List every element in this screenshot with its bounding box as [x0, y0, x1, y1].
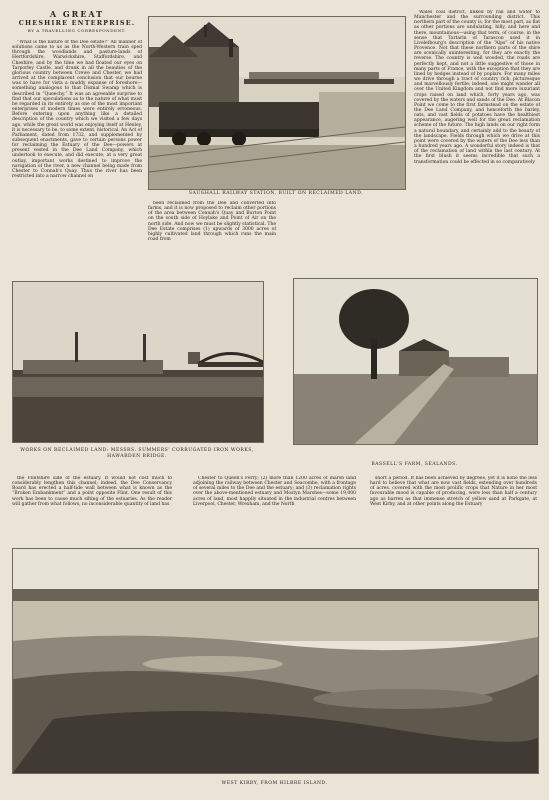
article-byline: BY A TRAVELLING CORRESPONDENT. [27, 28, 127, 33]
lower-column-2 [193, 476, 356, 522]
lower-column-1-text: the Flintshire side of the estuary. It would not cost much to considerably lengthen this channel; indeed, the Dee Conservancy Board has erected a half-tide wall between what is known as the “Broken Embankment” and a point opposite Flint. One result of this work has been to cause much silting of the estuaries. As the reader will gather from what follows, no inconsiderable quantity of land has [12, 476, 172, 507]
station-caption: SAUGHALL RAILWAY STATION, BUILT ON RECLAIMED LAND. [188, 191, 364, 196]
column-1 [12, 40, 142, 256]
article-header [12, 10, 142, 35]
works-illustration [12, 281, 264, 443]
works-caption-line1: WORKS ON RECLAIMED LAND: MESSRS. SUMMERS' CORRUGATED IRON WORKS, [20, 448, 254, 453]
lower-column-3 [370, 476, 537, 522]
lower-column-3-text: short a period. It has been achieved by degrees, yet it is none the less hard to believe that what are now vast fields, extending over hundreds of acres, covered with the most prolific crops that Nature in her most favourable mood is capable of producing, were less than half a century ago as barren as that immense stretch of yellow sand at Parkgate, at West Kirby, and at other points along the Estuary [370, 476, 537, 507]
works-caption [12, 448, 262, 460]
farm-illustration [293, 278, 538, 445]
column-3-text: Wales coal district, linked by rail and water to Manchester and the surrounding district. This northern part of the county is, for the most part, as flat as other portions are undulating, hilly, and here and there, mountainous—using that term, of course, in the sense that Tartarin of Tarascon used it in Livelefbourg's description of the “Alps” of his native Provence. Not that these northern parts of the shire are scenically uninteresting, for they are exactly the reverse. The country is well wooded, the roads are perfectly kept, and not a little suggestive of those in many parts of France, with the exception that they are lined by hedges instead of by poplars. For many miles we drive through a tract of country rich, picturesque and marvellously fertile; indeed, one might wander all over the United Kingdom and not find more luxuriant crops raised on land which, forty years ago, was covered by the waters and sands of the Dee. At Blacon Point we come to the first farmstead on the estate of the Dee Land Company, and henceforth the barley, oats, and vast fields of potatoes have the healthiest appearance, augering well for the great reclamation scheme of the future. The high lands on our right form a natural boundary, and certainly add to the beauty of the landscape. Fields through which we drive at this point were covered by the waters of the Dee less than a hundred years ago. A wonderful story indeed is that of the reclamation of land within the last century. At the first blush it seems incredible that such a transformation could be effected in so comparatively [414, 10, 540, 165]
column-2-lower-text: been reclaimed from the Dee and converted into farms, and it is now proposed to reclaim other portions of the area between Connah's Quay and Burton Point on the south side of Hoylake and Point of Air on the north side. And now we must be slightly statistical. The Dee Estate comprises (1) upwards of 3000 acres of highly cultivated land through which runs the main road from [148, 201, 276, 243]
farm-caption: BASSELL'S FARM, SEALANDS. [371, 462, 458, 467]
lower-column-1 [12, 476, 172, 522]
column-2-lower [148, 201, 276, 257]
west-kirby-illustration [12, 548, 539, 774]
article-title-line2: CHESHIRE ENTERPRISE. [18, 19, 136, 27]
station-illustration [148, 16, 406, 190]
column-3 [414, 10, 540, 257]
west-kirby-caption: WEST KIRBY, FROM HILBRE ISLAND. [221, 781, 328, 786]
article-title-line1: A GREAT [49, 9, 105, 19]
lower-column-2-text: Chester to Queen's Ferry; (2) more than 1200 acres of marsh land adjoining the railway between Chester and Seacombe, with a frontage of several miles to the Dee and the estuary; and (3) reclamation rights over the above-mentioned estuary and Mostyn Marshes—some 19,000 acres of land, most happily situated in the industrial centres between Liverpool, Chester, Wrexham, and the North [193, 476, 356, 507]
works-caption-line2: HAWARDEN BRIDGE. [107, 454, 167, 459]
column-1-text: “What is the nature of the Dee estate?” All manner of solutions came to us as the North-Western train sped through the woodlands and pasture-lands of Hertfordshire, Warwickshire, Staffordshire, and Cheshire, and by the time we had floated our eyes on Tarporley Castle, and drunk in all the beauties of the glorious country between Crewe and Chester, we had arrived at the complacent conclusion that our bourne was to have for vista a muddy expanse of foreshore—something analogous to that Dismal Swamp which is described in “Queechy.” It was an agreeable surprise to find that our speculations as to the nature of what must be regarded in its entirety as one of the most important enterprises of modern times were entirely erroneous. Before entering upon anything like a detailed description of the country which we visited a few days ago, while the great world was enjoying itself at Henley, it is necessary to be, to some extent, historical. An Act of Parliament, dated from 1732, and supplemented by subsequent enactments, gave to certain persons power for reclaiming the Estuary of the Dee—powers at present vested in the Dee Land Company, which undertook to execute, and did execute, at a very great outlay, important works destined to improve the navigation of the river, a new channel being made from Chester to Connah's Quay. Thus the river has been restricted into a narrow channel on [12, 40, 142, 180]
